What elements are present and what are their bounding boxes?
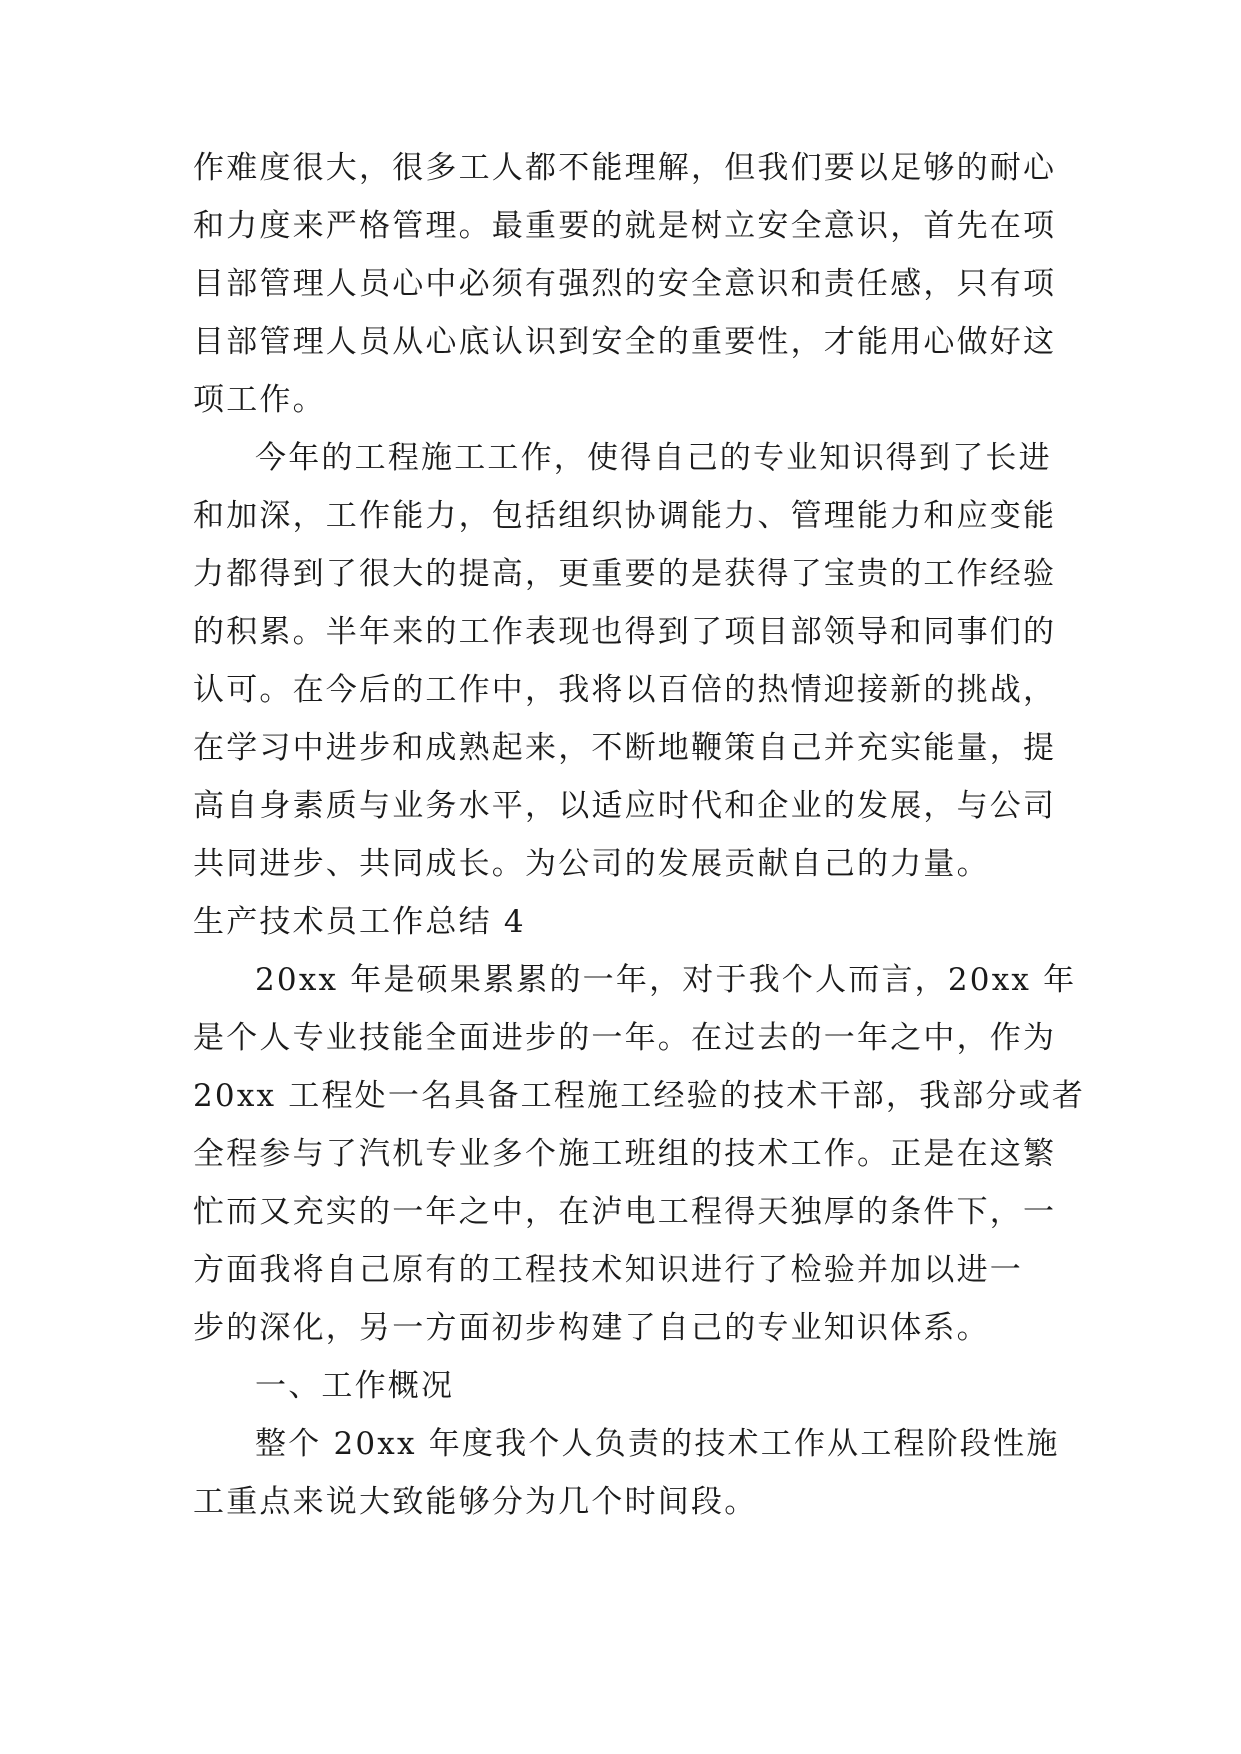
text-line: 忙而又充实的一年之中，在泸电工程得天独厚的条件下，一 bbox=[193, 1194, 1057, 1230]
text-line: 的积累。半年来的工作表现也得到了项目部领导和同事们的 bbox=[193, 614, 1057, 650]
section-heading: 生产技术员工作总结 4 bbox=[193, 904, 526, 940]
subsection-heading: 一、工作概况 bbox=[255, 1368, 455, 1404]
text-line: 项工作。 bbox=[193, 382, 326, 418]
text-line: 目部管理人员心中必须有强烈的安全意识和责任感，只有项 bbox=[193, 266, 1057, 302]
text-line: 步的深化，另一方面初步构建了自己的专业知识体系。 bbox=[193, 1310, 990, 1346]
text-line: 高自身素质与业务水平，以适应时代和企业的发展，与公司 bbox=[193, 788, 1057, 824]
text-line: 方面我将自己原有的工程技术知识进行了检验并加以进一 bbox=[193, 1252, 1023, 1288]
paragraph-first-line: 20xx 年是硕果累累的一年，对于我个人而言，20xx 年 bbox=[255, 962, 1077, 998]
text-line: 工重点来说大致能够分为几个时间段。 bbox=[193, 1484, 758, 1520]
text-line: 认可。在今后的工作中，我将以百倍的热情迎接新的挑战， bbox=[193, 672, 1057, 708]
text-line: 全程参与了汽机专业多个施工班组的技术工作。正是在这繁 bbox=[193, 1136, 1057, 1172]
paragraph-first-line: 整个 20xx 年度我个人负责的技术工作从工程阶段性施 bbox=[255, 1426, 1060, 1462]
text-line: 力都得到了很大的提高，更重要的是获得了宝贵的工作经验 bbox=[193, 556, 1057, 592]
text-line: 和力度来严格管理。最重要的就是树立安全意识，首先在项 bbox=[193, 208, 1057, 244]
text-line: 在学习中进步和成熟起来，不断地鞭策自己并充实能量，提 bbox=[193, 730, 1057, 766]
paragraph-first-line: 今年的工程施工工作，使得自己的专业知识得到了长进 bbox=[255, 440, 1052, 476]
text-line: 目部管理人员从心底认识到安全的重要性，才能用心做好这 bbox=[193, 324, 1057, 360]
text-line: 和加深，工作能力，包括组织协调能力、管理能力和应变能 bbox=[193, 498, 1057, 534]
text-line: 20xx 工程处一名具备工程施工经验的技术干部，我部分或者 bbox=[193, 1078, 1086, 1114]
text-line: 共同进步、共同成长。为公司的发展贡献自己的力量。 bbox=[193, 846, 990, 882]
text-line: 作难度很大，很多工人都不能理解，但我们要以足够的耐心 bbox=[193, 150, 1057, 186]
text-line: 是个人专业技能全面进步的一年。在过去的一年之中，作为 bbox=[193, 1020, 1057, 1056]
